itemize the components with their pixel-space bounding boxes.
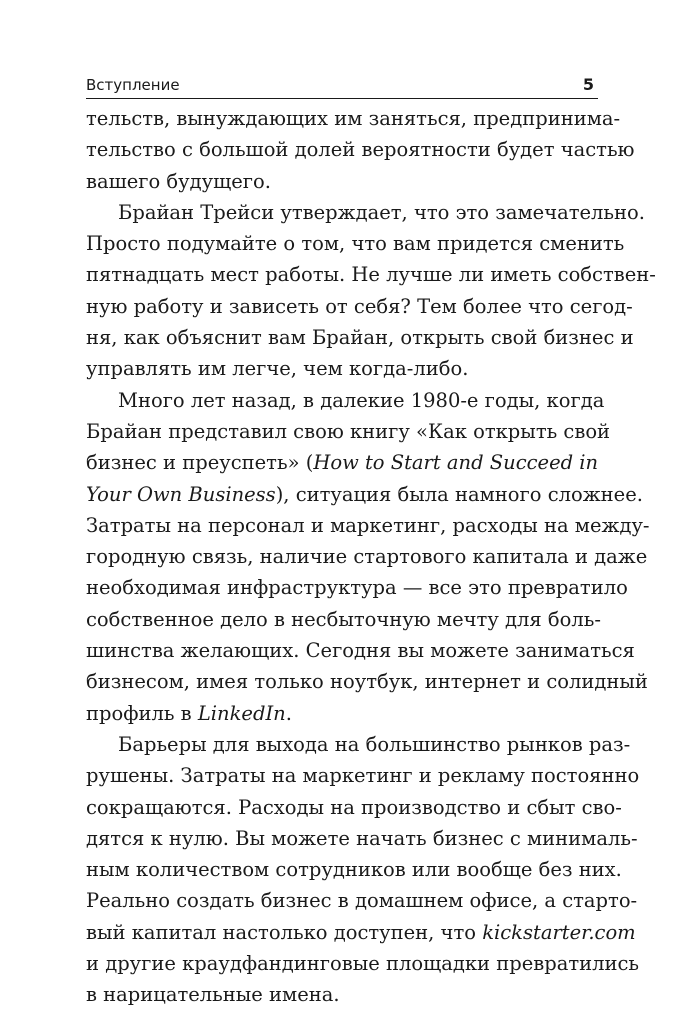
text-line: Брайан Трейси утверждает, что это замечательно.	[118, 200, 645, 224]
paragraph-2	[86, 197, 656, 385]
text-line: шинства желающих. Сегодня вы можете заниматься	[86, 639, 635, 663]
running-header	[86, 74, 598, 99]
text-line: Брайан представил свою книгу «Как открыть свой	[86, 419, 611, 443]
text-line: рушены. Затраты на маркетинг и рекламу постоянно	[86, 764, 640, 788]
text-line: Просто подумайте о том, что вам придется сменить	[86, 232, 625, 256]
book-title-italic: Your Own Business	[86, 482, 276, 506]
page-number: 5	[582, 75, 594, 94]
text-run: ), ситуация была намного сложнее.	[275, 482, 643, 506]
text-line	[86, 447, 598, 478]
text-line: Затраты на персонал и маркетинг, расходы на между-	[86, 513, 650, 537]
text-line: собственное дело в несбыточную мечту для боль-	[86, 607, 601, 631]
text-line: ня, как объяснит вам Брайан, открыть свой бизнес и	[86, 326, 634, 350]
brand-italic: LinkedIn	[197, 701, 286, 725]
text-line: необходимая инфраструктура — все это превратило	[86, 576, 628, 600]
text-line: Много лет назад, в далекие 1980-е годы, когда	[118, 388, 605, 412]
text-line: управлять им легче, чем когда-либо.	[86, 357, 469, 381]
website-italic: kickstarter.com	[482, 920, 636, 944]
text-line: пятнадцать мест работы. Не лучше ли иметь собствен-	[86, 263, 656, 287]
text-line: сокращаются. Расходы на производство и сбыт сво-	[86, 795, 622, 819]
text-line: Реально создать бизнес в домашнем офисе, а старто-	[86, 889, 638, 913]
text-line: в нарицательные имена.	[86, 983, 340, 1007]
text-line	[86, 698, 598, 729]
paragraph-4	[86, 729, 640, 1011]
text-line: тельств, вынуждающих им заняться, предпринима-	[86, 107, 621, 130]
text-line: дятся к нулю. Вы можете начать бизнес с минималь-	[86, 826, 638, 850]
paragraph-3	[86, 385, 650, 729]
text-line: Барьеры для выхода на большинство рынков раз-	[118, 732, 631, 756]
paragraph-1	[86, 103, 635, 197]
text-line	[86, 479, 643, 510]
book-title-italic: How to Start and Succeed in	[313, 451, 599, 475]
text-line: ную работу и зависеть от себя? Тем более что сегод-	[86, 294, 633, 318]
chapter-title: Вступление	[86, 76, 180, 94]
text-line: городную связь, наличие стартового капитала и даже	[86, 545, 648, 569]
page-body	[86, 103, 656, 1011]
text-run: бизнес и преуспеть» (	[86, 451, 314, 475]
text-line: тельство с большой долей вероятности будет частью	[86, 138, 635, 162]
text-run: .	[285, 701, 292, 725]
text-line: вашего будущего.	[86, 169, 271, 193]
text-line: и другие краудфандинговые площадки превратились	[86, 952, 640, 976]
text-line: ным количеством сотрудников или вообще без них.	[86, 858, 622, 882]
text-line	[86, 917, 636, 948]
text-line: бизнесом, имея только ноутбук, интернет и солидный	[86, 670, 648, 694]
text-run: профиль в	[86, 701, 198, 725]
text-run: вый капитал настолько доступен, что	[86, 920, 483, 944]
